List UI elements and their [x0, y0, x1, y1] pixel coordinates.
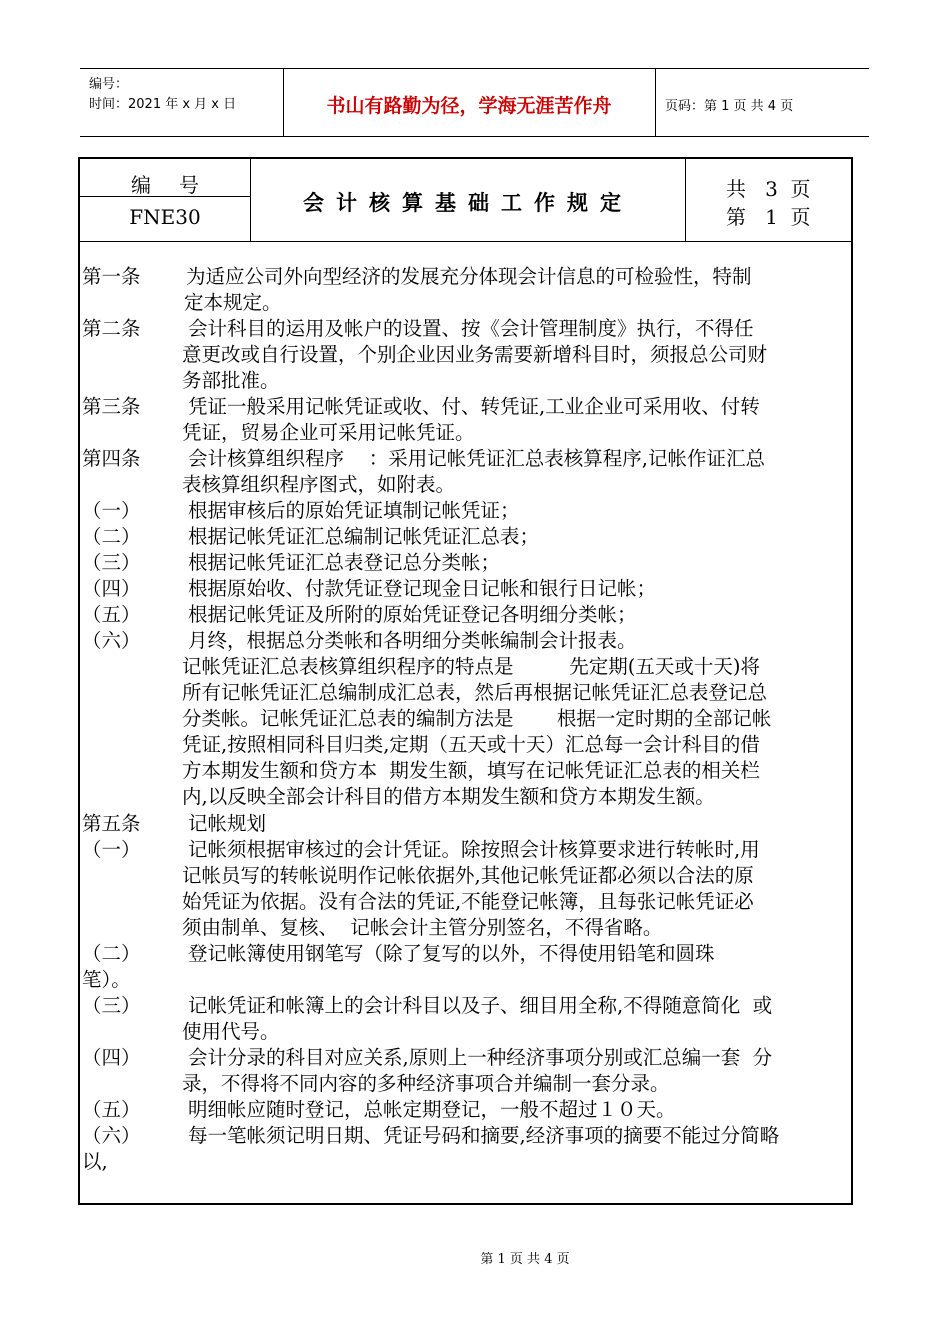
page-info: 页码：第 1 页 共 4 页 — [665, 99, 794, 114]
clause-text: 以, — [82, 1150, 108, 1173]
clause-label: （二） — [82, 942, 141, 965]
clause-text: 记帐规划 — [188, 812, 267, 835]
clause-text: 根据记帐凭证及所附的原始凭证登记各明细分类帐； — [188, 603, 637, 626]
clause-label: （一） — [82, 499, 141, 522]
time-label: 时间：2021 年 x 月 x 日 — [89, 97, 237, 112]
doc-number-label: 编号 — [131, 173, 227, 197]
clause-label: （六） — [82, 1124, 141, 1147]
clause-text: 月终，根据总分类帐和各明细分类帐编制会计报表。 — [188, 629, 637, 652]
code-label: 编号： — [89, 77, 129, 92]
clause-text: 使用代号。 — [182, 1020, 280, 1043]
title-row — [80, 159, 851, 242]
clause-label: 第三条 — [82, 395, 141, 418]
clause-text: 会计核算组织程序 ：采用记帐凭证汇总表核算程序,记帐作证汇总 — [188, 447, 765, 470]
clause-label: （四） — [82, 577, 141, 600]
clause-text: 须由制单、复核、 记帐会计主管分别签名，不得省略。 — [182, 916, 663, 939]
clause-label: （四） — [82, 1046, 141, 1069]
header-meta-cell — [80, 69, 284, 136]
clause-text: 凭证一般采用记帐凭证或收、付、转凭证,工业企业可采用收、付转 — [188, 395, 760, 418]
clause-text: 内,以反映全部会计科目的借方本期发生额和贷方本期发生额。 — [182, 785, 715, 808]
clause-label: （三） — [82, 994, 141, 1017]
clause-text: 方本期发生额和贷方本 期发生额，填写在记帐凭证汇总表的相关栏 — [182, 759, 760, 782]
doc-title-cell — [251, 159, 686, 241]
clause-text: 根据原始收、付款凭证登记现金日记帐和银行日记帐； — [188, 577, 657, 600]
doc-number-value: FNE30 — [129, 205, 201, 229]
clause-label: （二） — [82, 525, 141, 548]
clause-text: 务部批准。 — [182, 369, 280, 392]
clause-text: 所有记帐凭证汇总编制成汇总表，然后再根据记帐凭证汇总表登记总 — [182, 681, 768, 704]
clause-text: 明细帐应随时登记，总帐定期登记，一般不超过１０天。 — [188, 1098, 676, 1121]
clause-text: 为适应公司外向型经济的发展充分体现会计信息的可检验性，特制 — [186, 265, 752, 288]
doc-number-cell — [80, 159, 251, 241]
page-footer: 第 1 页 共 4 页 — [480, 1252, 570, 1267]
clause-label: 第四条 — [82, 447, 141, 470]
clause-text: 凭证，贸易企业可采用记帐凭证。 — [182, 421, 475, 444]
pages-current: 第 1 页 — [726, 205, 811, 229]
clause-text: 记帐员写的转帐说明作记帐依据外,其他记帐凭证都必须以合法的原 — [182, 864, 754, 887]
document-frame — [78, 157, 853, 1205]
clause-label: （一） — [82, 838, 141, 861]
clause-label: 第二条 — [82, 317, 141, 340]
clause-text: 会计科目的运用及帐户的设置、按《会计管理制度》执行，不得任 — [188, 317, 754, 340]
top-header — [80, 68, 869, 137]
clause-text: 记帐须根据审核过的会计凭证。除按照会计核算要求进行转帐时,用 — [188, 838, 760, 861]
motto: 书山有路勤为径，学海无涯苦作舟 — [326, 95, 612, 117]
doc-pages-cell — [686, 159, 851, 241]
clause-text: 记帐凭证和帐簿上的会计科目以及子、细目用全称,不得随意简化 或 — [188, 994, 773, 1017]
header-motto-cell — [283, 69, 656, 136]
clause-text: 根据审核后的原始凭证填制记帐凭证； — [188, 499, 520, 522]
clause-text: 根据记帐凭证汇总编制记帐凭证汇总表； — [188, 525, 540, 548]
clause-text: 录，不得将不同内容的多种经济事项合并编制一套分录。 — [182, 1072, 670, 1095]
clause-text: 定本规定。 — [184, 291, 282, 314]
clause-text: 意更改或自行设置，个别企业因业务需要新增科目时，须报总公司财 — [182, 343, 768, 366]
clause-label: （五） — [82, 603, 141, 626]
clause-text: 表核算组织程序图式，如附表。 — [182, 473, 456, 496]
clause-text: 凭证,按照相同科目归类,定期（五天或十天）汇总每一会计科目的借 — [182, 733, 760, 756]
header-page-cell — [656, 69, 869, 136]
clause-text: 登记帐簿使用钢笔写（除了复写的以外，不得使用铅笔和圆珠 — [188, 942, 715, 965]
clause-text: 分类帐。记帐凭证汇总表的编制方法是 根据一定时期的全部记帐 — [182, 707, 772, 730]
clause-text: 始凭证为依据。没有合法的凭证,不能登记帐簿，且每张记帐凭证必 — [182, 890, 754, 913]
clause-label: （三） — [82, 551, 141, 574]
clause-label: 第一条 — [82, 265, 141, 288]
pages-total: 共 3 页 — [726, 177, 811, 201]
doc-title: 会计核算基础工作规定 — [303, 191, 633, 215]
clause-text: 会计分录的科目对应关系,原则上一种经济事项分别或汇总编一套 分 — [188, 1046, 773, 1069]
clause-label: （五） — [82, 1098, 141, 1121]
doc-number-divider — [80, 196, 250, 197]
clause-text: 笔）。 — [82, 968, 131, 991]
clause-text: 根据记帐凭证汇总表登记总分类帐； — [188, 551, 501, 574]
clause-text: 记帐凭证汇总表核算组织程序的特点是 先定期(五天或十天)将 — [182, 655, 761, 678]
clause-label: 第五条 — [82, 812, 141, 835]
clause-text: 每一笔帐须记明日期、凭证号码和摘要,经济事项的摘要不能过分简略 — [188, 1124, 780, 1147]
clause-label: （六） — [82, 629, 141, 652]
